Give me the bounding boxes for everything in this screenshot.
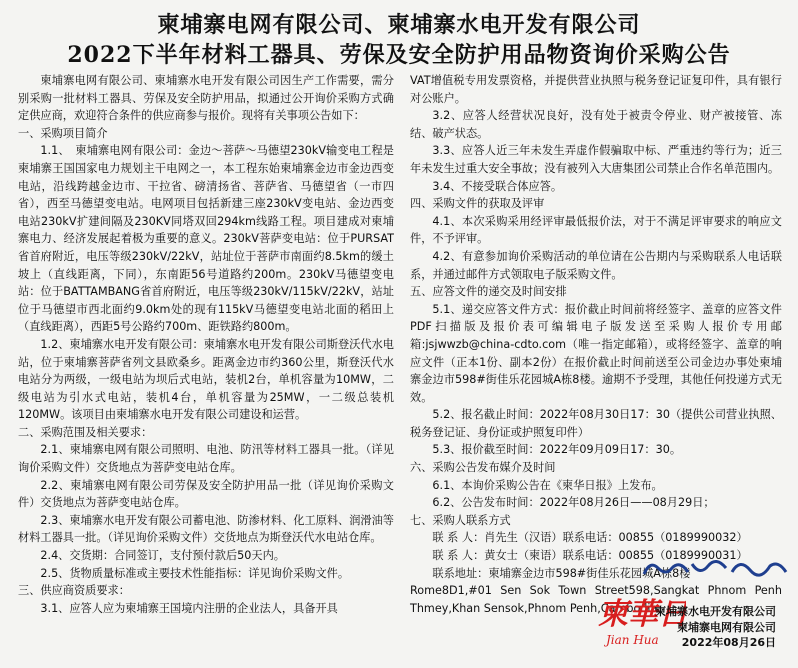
khmer-masthead-graphic	[640, 556, 790, 580]
right-paragraph: 6.1、本询价采购公告在《柬华日报》上发布。	[432, 478, 663, 492]
notice-title-line1: 柬埔寨电网有限公司、柬埔寨水电开发有限公司	[157, 12, 641, 38]
notice-signature	[655, 604, 776, 651]
left-paragraph: 2.1、柬埔寨电网有限公司照明、电池、防汛等材料工器具一批。（详见询价采购文件）交货地点为菩萨变电站仓库。	[18, 443, 394, 475]
signature-company-grid: 柬埔寨电网有限公司	[677, 620, 776, 634]
signature-company-hydropower: 柬埔寨水电开发有限公司	[655, 605, 776, 618]
right-paragraph: VAT增值税专用发票资格，并提供营业执照与税务登记证复印件，具有银行对公账户。	[410, 74, 782, 105]
notice-right-column	[410, 72, 782, 617]
right-paragraph: Rome8D1,#01 Sen Sok Town Street598,Sangkat Phnom Penh Thmey,Khan Sensok,Phnom Penh,Cambodia	[410, 584, 782, 615]
signature-date: 2022年08月26日	[681, 636, 776, 649]
right-paragraph: 联 系 人：肖先生（汉语）联系电话：00855（0189990032）	[432, 531, 748, 545]
right-paragraph: 3.4、不接受联合体应答。	[432, 179, 563, 193]
left-paragraph: 2.2、柬埔寨电网有限公司劳保及安全防护用品一批（详见询价采购文件）交货地点为菩萨变电站仓库。	[18, 478, 394, 510]
right-paragraph: 5.1、递交应答文件方式：报价截止时间前将经签字、盖章的应答文件PDF扫描版及报价表可编辑电子版发送至采购人报价专用邮箱:jsjwwzb@china-cdto.com（唯一指定邮箱），或将经签字、盖章的响应文件（正本1份、副本2份）在报价截止时间前送至公司金边办事处柬埔寨金边市598#街佳乐花园城A栋8楼。逾期不予受理，其他任何投递方式无效。	[410, 302, 782, 404]
left-paragraph: 1.2、柬埔寨水电开发有限公司：柬埔寨水电开发有限公司斯登沃代水电站，位于柬埔寨菩萨省列文县欧桑乡。距离金边市约360公里，斯登沃代水电站分为两级，一级电站为坝后式电站，装机2台，单机容量为10MW，二级电站为引水式电站，装机4台，单机容量为25MW，一二级总装机120MW。该项目由柬埔寨水电开发有限公司建设和运营。	[18, 337, 394, 422]
left-paragraph: 1.1、 柬埔寨电网有限公司：金边～菩萨～马德望230kV输变电工程是柬埔寨王国国家电力规划主干电网之一，本工程东始柬埔寨金边市金边西变电站，沿线跨越金边市、干拉省、磅清扬省、菩萨省、马德望省（一市四省），西至马德望变电站。电网项目包括新建三座230kV变电站、金边西变电站230kV扩建间隔及230KV同塔双回294km线路工程。项目建成对柬埔寨电力、经济发展起着极为重要的意义。230kV菩萨变电站：位于PURSAT省首府附近，电压等级230kV/22kV，站址位于菩萨市南面约8.5km的缓土坡上（直线距离，下同），东南距56号道路约200m。230kV马德望变电站：位于BATTAMBANG省首府附近，电压等级230kV/115kV/22kV，站址位于马德望市西北面约9.0km处的现有115kV马德望变电站北面的稻田上（直线距离），西距5号公路约700m、距铁路约800m。	[18, 144, 394, 334]
right-paragraph: 3.3、应答人近三年未发生弄虚作假骗取中标、严重违约等行为；近三年未发生过重大安全事故；没有被列入大唐集团公司禁止合作名单范围内。	[410, 144, 782, 175]
right-paragraph: 5.3、报价截至时间：2022年09月09日17：30。	[432, 443, 682, 457]
logo-chinese-text: 柬華日	[598, 597, 686, 632]
right-paragraph: 6.2、公告发布时间：2022年08月26日——08月29日；	[432, 496, 715, 510]
left-paragraph: 柬埔寨电网有限公司、柬埔寨水电开发有限公司因生产工作需要，需分别采购一批材料工器具、劳保及安全防护用品，拟通过公开询价采购方式确定供应商，欢迎符合条件的供应商参与报价。现将有关事项公告如下：	[18, 74, 394, 123]
left-paragraph: 2.4、交货期：合同签订，支付预付款后50天内。	[40, 549, 285, 563]
right-paragraph: 六、采购公告发布媒介及时间	[410, 461, 556, 475]
left-paragraph: 一、采购项目简介	[18, 126, 108, 140]
right-paragraph: 5.2、报名截止时间：2022年08月30日17：30（提供公司营业执照、税务登记证、身份证或护照复印件）	[410, 408, 782, 439]
notice-left-column	[18, 72, 394, 617]
right-paragraph: 4.2、有意参加询价采购活动的单位请在公告期内与采购联系人电话联系，并通过邮件方式领取电子版采购文件。	[410, 249, 782, 281]
left-paragraph: 二、采购范围及相关要求：	[18, 425, 153, 439]
left-paragraph: 2.5、货物质量标准或主要技术性能指标：详见询价采购文件。	[40, 566, 350, 580]
notice-title-line2: 2022下半年材料工器具、劳保及安全防护用品物资询价采购公告	[67, 42, 731, 68]
left-paragraph: 2.3、柬埔寨水电开发有限公司蓄电池、防渗材料、化工原料、润滑油等材料工器具一批。（详见询价采购文件）交货地点为斯登沃代水电站仓库。	[18, 513, 394, 545]
right-paragraph: 联 系 人：黄女士（柬语）联系电话：00855（0189990031）	[432, 549, 748, 563]
right-paragraph: 联系地址：柬埔寨金边市598#街佳乐花园城A栋8楼	[432, 566, 691, 580]
right-paragraph: 4.1、本次采购采用经评审最低报价法，对于不满足评审要求的响应文件，不予评审。	[410, 214, 782, 246]
logo-latin-text: Jian Hua	[606, 633, 659, 647]
right-paragraph: 四、采购文件的获取及评审	[410, 197, 545, 211]
right-paragraph: 七、采购人联系方式	[410, 513, 511, 527]
left-paragraph: 三、供应商资质要求：	[18, 584, 130, 598]
right-paragraph: 3.2、应答人经营状况良好，没有处于被责令停业、财产被接管、冻结、破产状态。	[410, 109, 782, 140]
left-paragraph: 3.1、应答人应为柬埔寨王国境内注册的企业法人，具备开具	[40, 601, 338, 615]
right-paragraph: 五、应答文件的递交及时间安排	[410, 285, 567, 299]
